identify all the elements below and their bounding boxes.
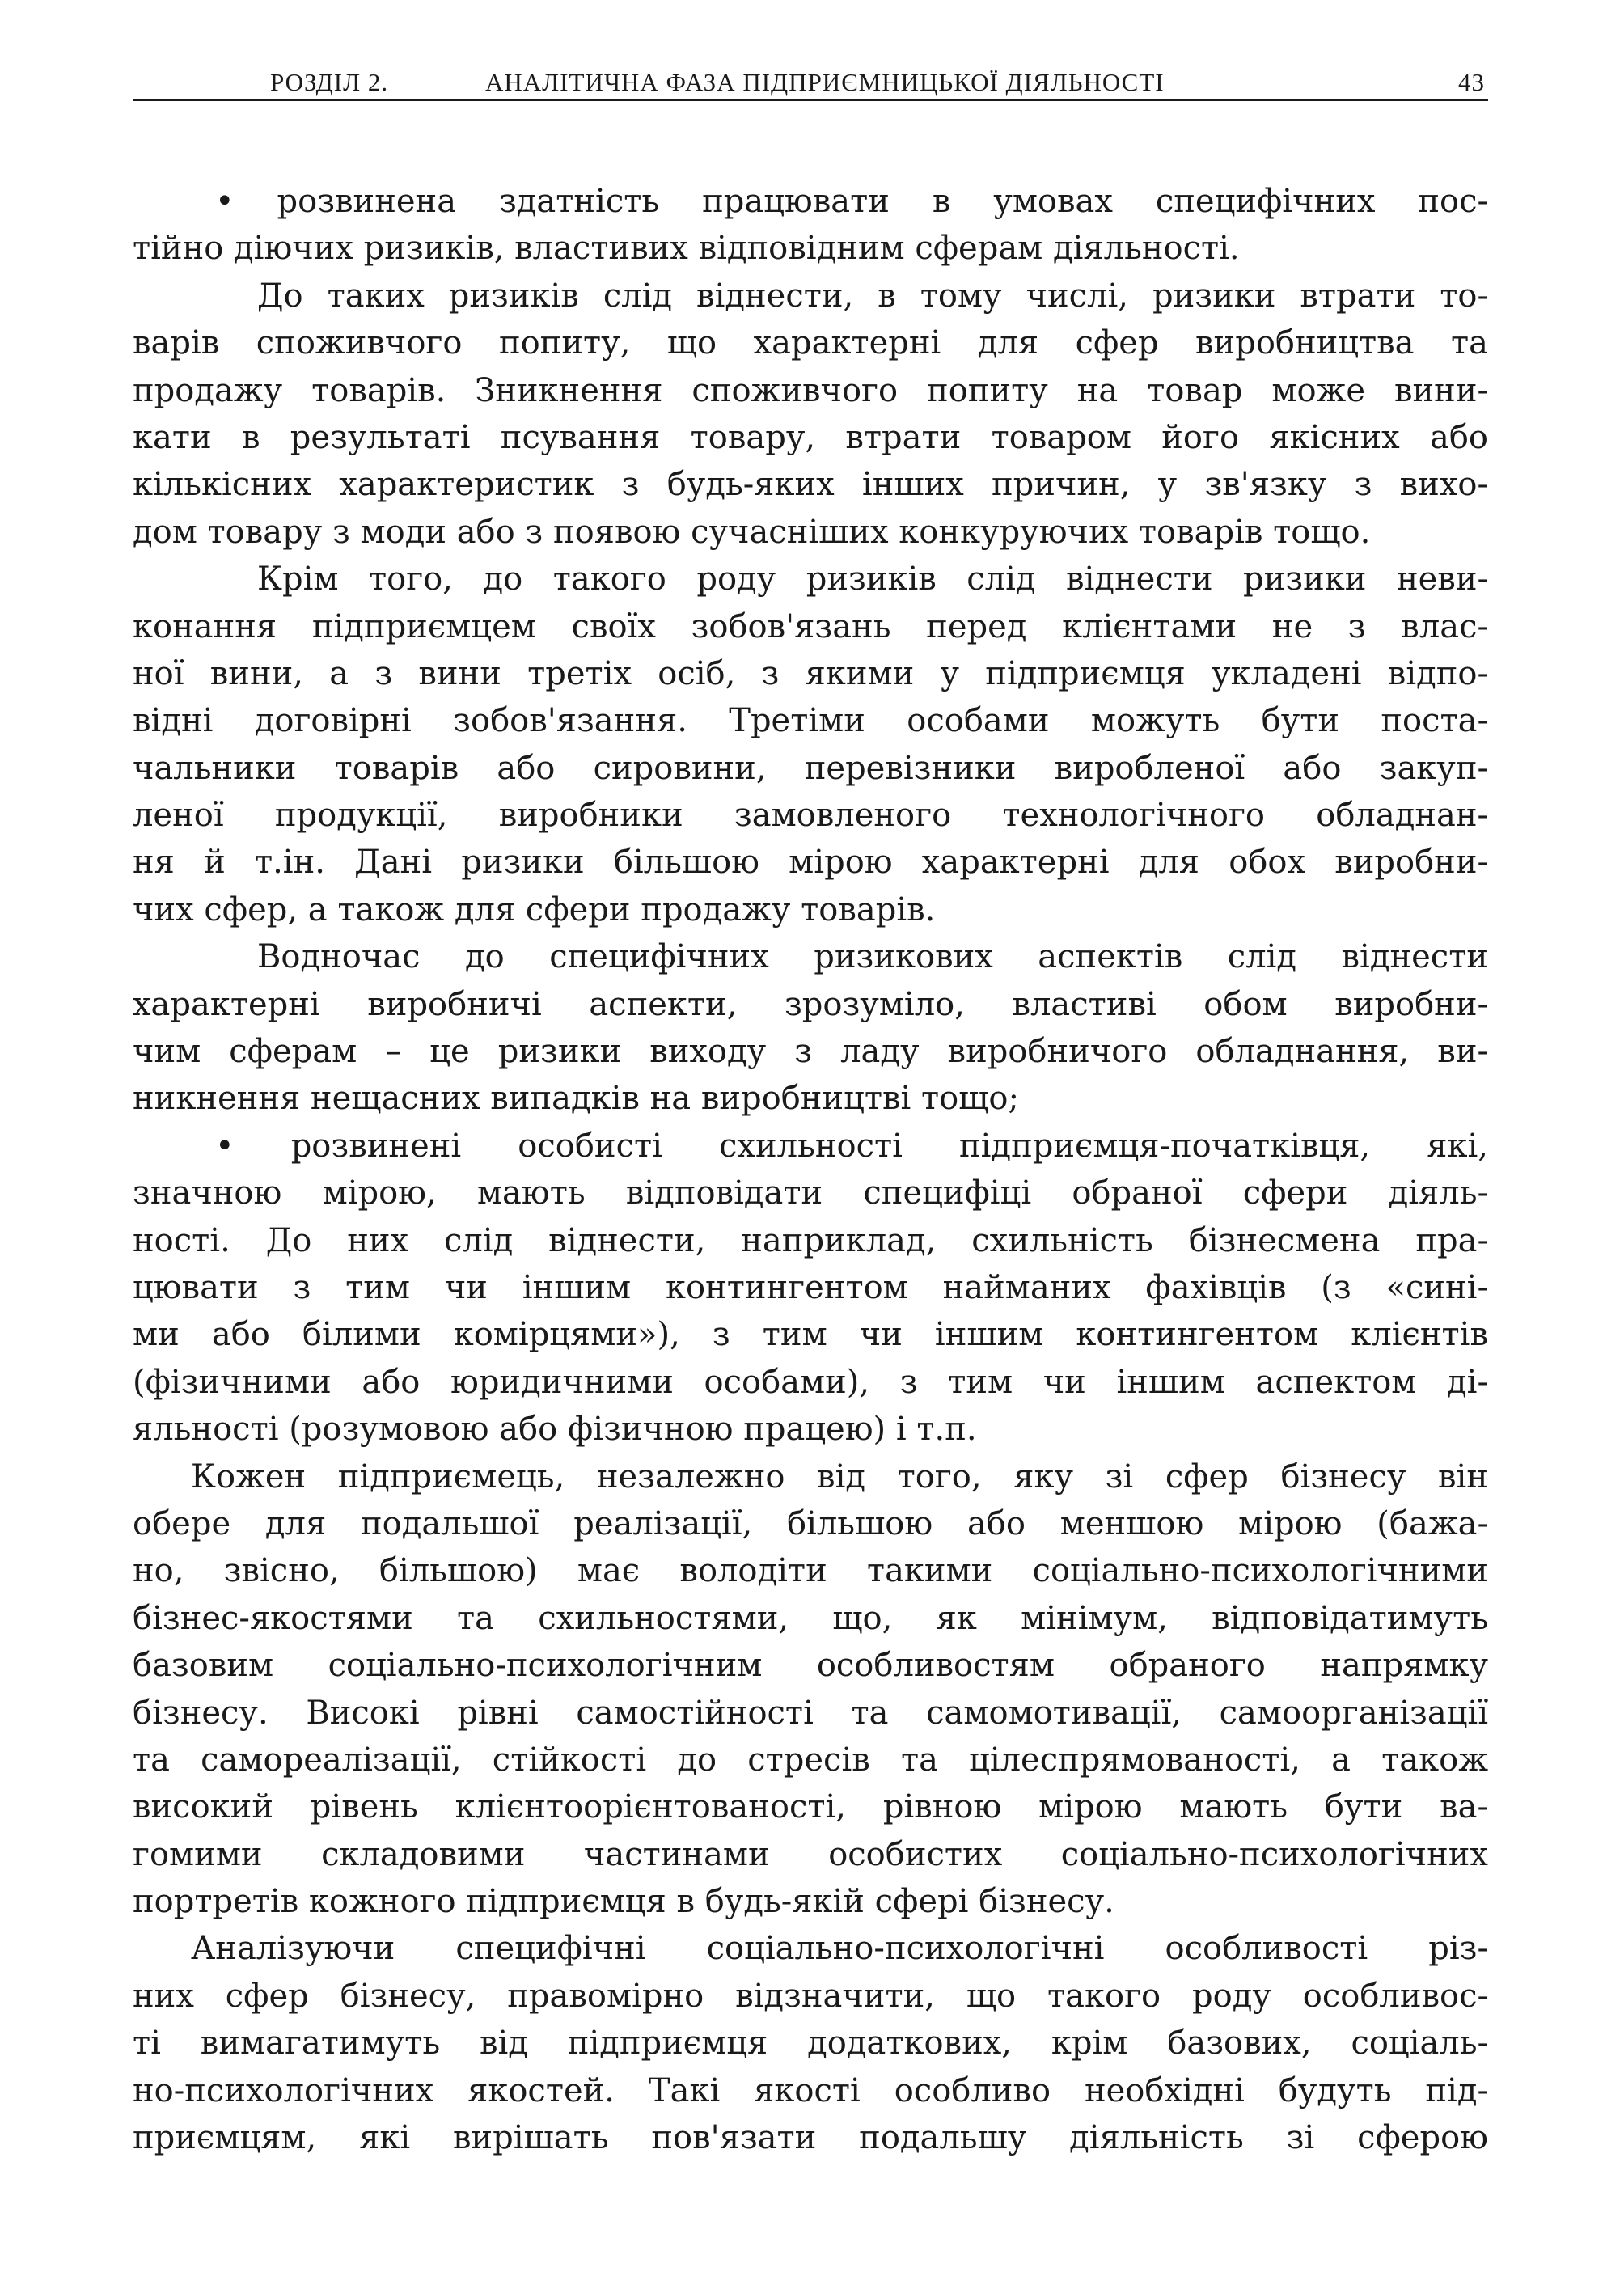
text-line: кати в результаті псування товару, втрати товаром його якісних або [133,418,1488,456]
page-number: 43 [1458,68,1485,96]
text-line: ня й т.ін. Дані ризики більшою мірою характерні для обох виробни- [133,844,1488,882]
text-line: (фізичними або юридичними особами), з тим чи іншим аспектом ді- [133,1363,1488,1401]
running-header [133,66,1488,101]
text-line: Крім того, до такого роду ризиків слід віднести ризики неви- [257,561,1488,599]
text-line: чих сфер, а також для сфери продажу товарів. [133,891,936,929]
text-line: значною мірою, мають відповідати специфіці обраної сфери діяль- [133,1174,1488,1212]
text-line: варів споживчого попиту, що характерні для сфер виробництва та [133,324,1488,362]
text-line: ної вини, а з вини третіх осіб, з якими у підприємця укладені відпо- [133,654,1488,692]
text-line: та самореалізації, стійкості до стресів та цілеспрямованості, а також [133,1741,1488,1779]
text-line: базовим соціально-психологічним особливостям обраного напрямку [133,1647,1488,1685]
text-line: портретів кожного підприємця в будь-якій сфері бізнесу. [133,1883,1114,1921]
text-line: продажу товарів. Зникнення споживчого попиту на товар може вини- [133,371,1488,409]
text-line: • розвинені особисті схильності підприємця-початківця, які, [215,1127,1488,1165]
text-line: цювати з тим чи іншим контингентом найманих фахівців (з «сині- [133,1268,1488,1306]
text-line: Кожен підприємець, незалежно від того, яку зі сфер бізнесу він [191,1457,1488,1496]
text-line: тійно діючих ризиків, властивих відповідним сферам діяльності. [133,230,1240,268]
text-line: обере для подальшої реалізації, більшою або меншою мірою (бажа- [133,1504,1488,1542]
text-line: но-психологічних якостей. Такі якості особливо необхідні будуть під- [133,2071,1488,2109]
text-line: відні договірні зобов'язання. Третіми особами можуть бути поста- [133,702,1488,740]
text-line: бізнесу. Високі рівні самостійності та самомотивації, самоорганізації [133,1694,1488,1732]
text-line: кількісних характеристик з будь-яких інших причин, у зв'язку з вихо- [133,466,1488,504]
text-line: • розвинена здатність працювати в умовах специфічних пос- [215,183,1488,220]
text-line: чальники товарів або сировини, перевізники виробленої або закуп- [133,749,1488,787]
text-line: високий рівень клієнтоорієнтованості, рівною мірою мають бути ва- [133,1788,1488,1826]
text-line: них сфер бізнесу, правомірно відзначити, що такого роду особливос- [133,1977,1488,2015]
text-line: Аналізуючи специфічні соціально-психологічні особливості різ- [191,1930,1488,1968]
text-line: гомими складовими частинами особистих соціально-психологічних [133,1835,1488,1873]
chapter-label: РОЗДІЛ 2. [270,68,389,96]
text-line: никнення нещасних випадків на виробництві тощо; [133,1080,1019,1118]
text-line: До таких ризиків слід віднести, в тому числі, ризики втрати то- [257,277,1488,315]
text-line: ми або білими комірцями»), з тим чи іншим контингентом клієнтів [133,1316,1488,1354]
body-text [133,178,1488,2161]
text-line: чим сферам – це ризики виходу з ладу виробничого обладнання, ви- [133,1033,1488,1071]
text-line: приємцям, які вирішать пов'язати подальшу діяльність зі сферою [133,2119,1488,2157]
text-line: леної продукції, виробники замовленого технологічного обладнан- [133,797,1488,835]
text-line: но, звісно, більшою) має володіти такими соціально-психологічними [133,1552,1488,1590]
text-line: яльності (розумовою або фізичною працею) і т.п. [133,1411,977,1449]
text-line: бізнес-якостями та схильностями, що, як мінімум, відповідатимуть [133,1599,1488,1637]
text-line: конання підприємцем своїх зобов'язань перед клієнтами не з влас- [133,607,1488,645]
text-line: ті вимагатимуть від підприємця додаткових, крім базових, соціаль- [133,2024,1488,2062]
chapter-title: АНАЛІТИЧНА ФАЗА ПІДПРИЄМНИЦЬКОЇ ДІЯЛЬНОСТІ [485,68,1165,96]
text-line: ності. До них слід віднести, наприклад, схильність бізнесмена пра- [133,1221,1488,1259]
text-line: дом товару з моди або з появою сучасніших конкуруючих товарів тощо. [133,513,1371,551]
text-line: характерні виробничі аспекти, зрозуміло, властиві обом виробни- [133,985,1488,1023]
text-line: Водночас до специфічних ризикових аспектів слід віднести [257,938,1488,976]
